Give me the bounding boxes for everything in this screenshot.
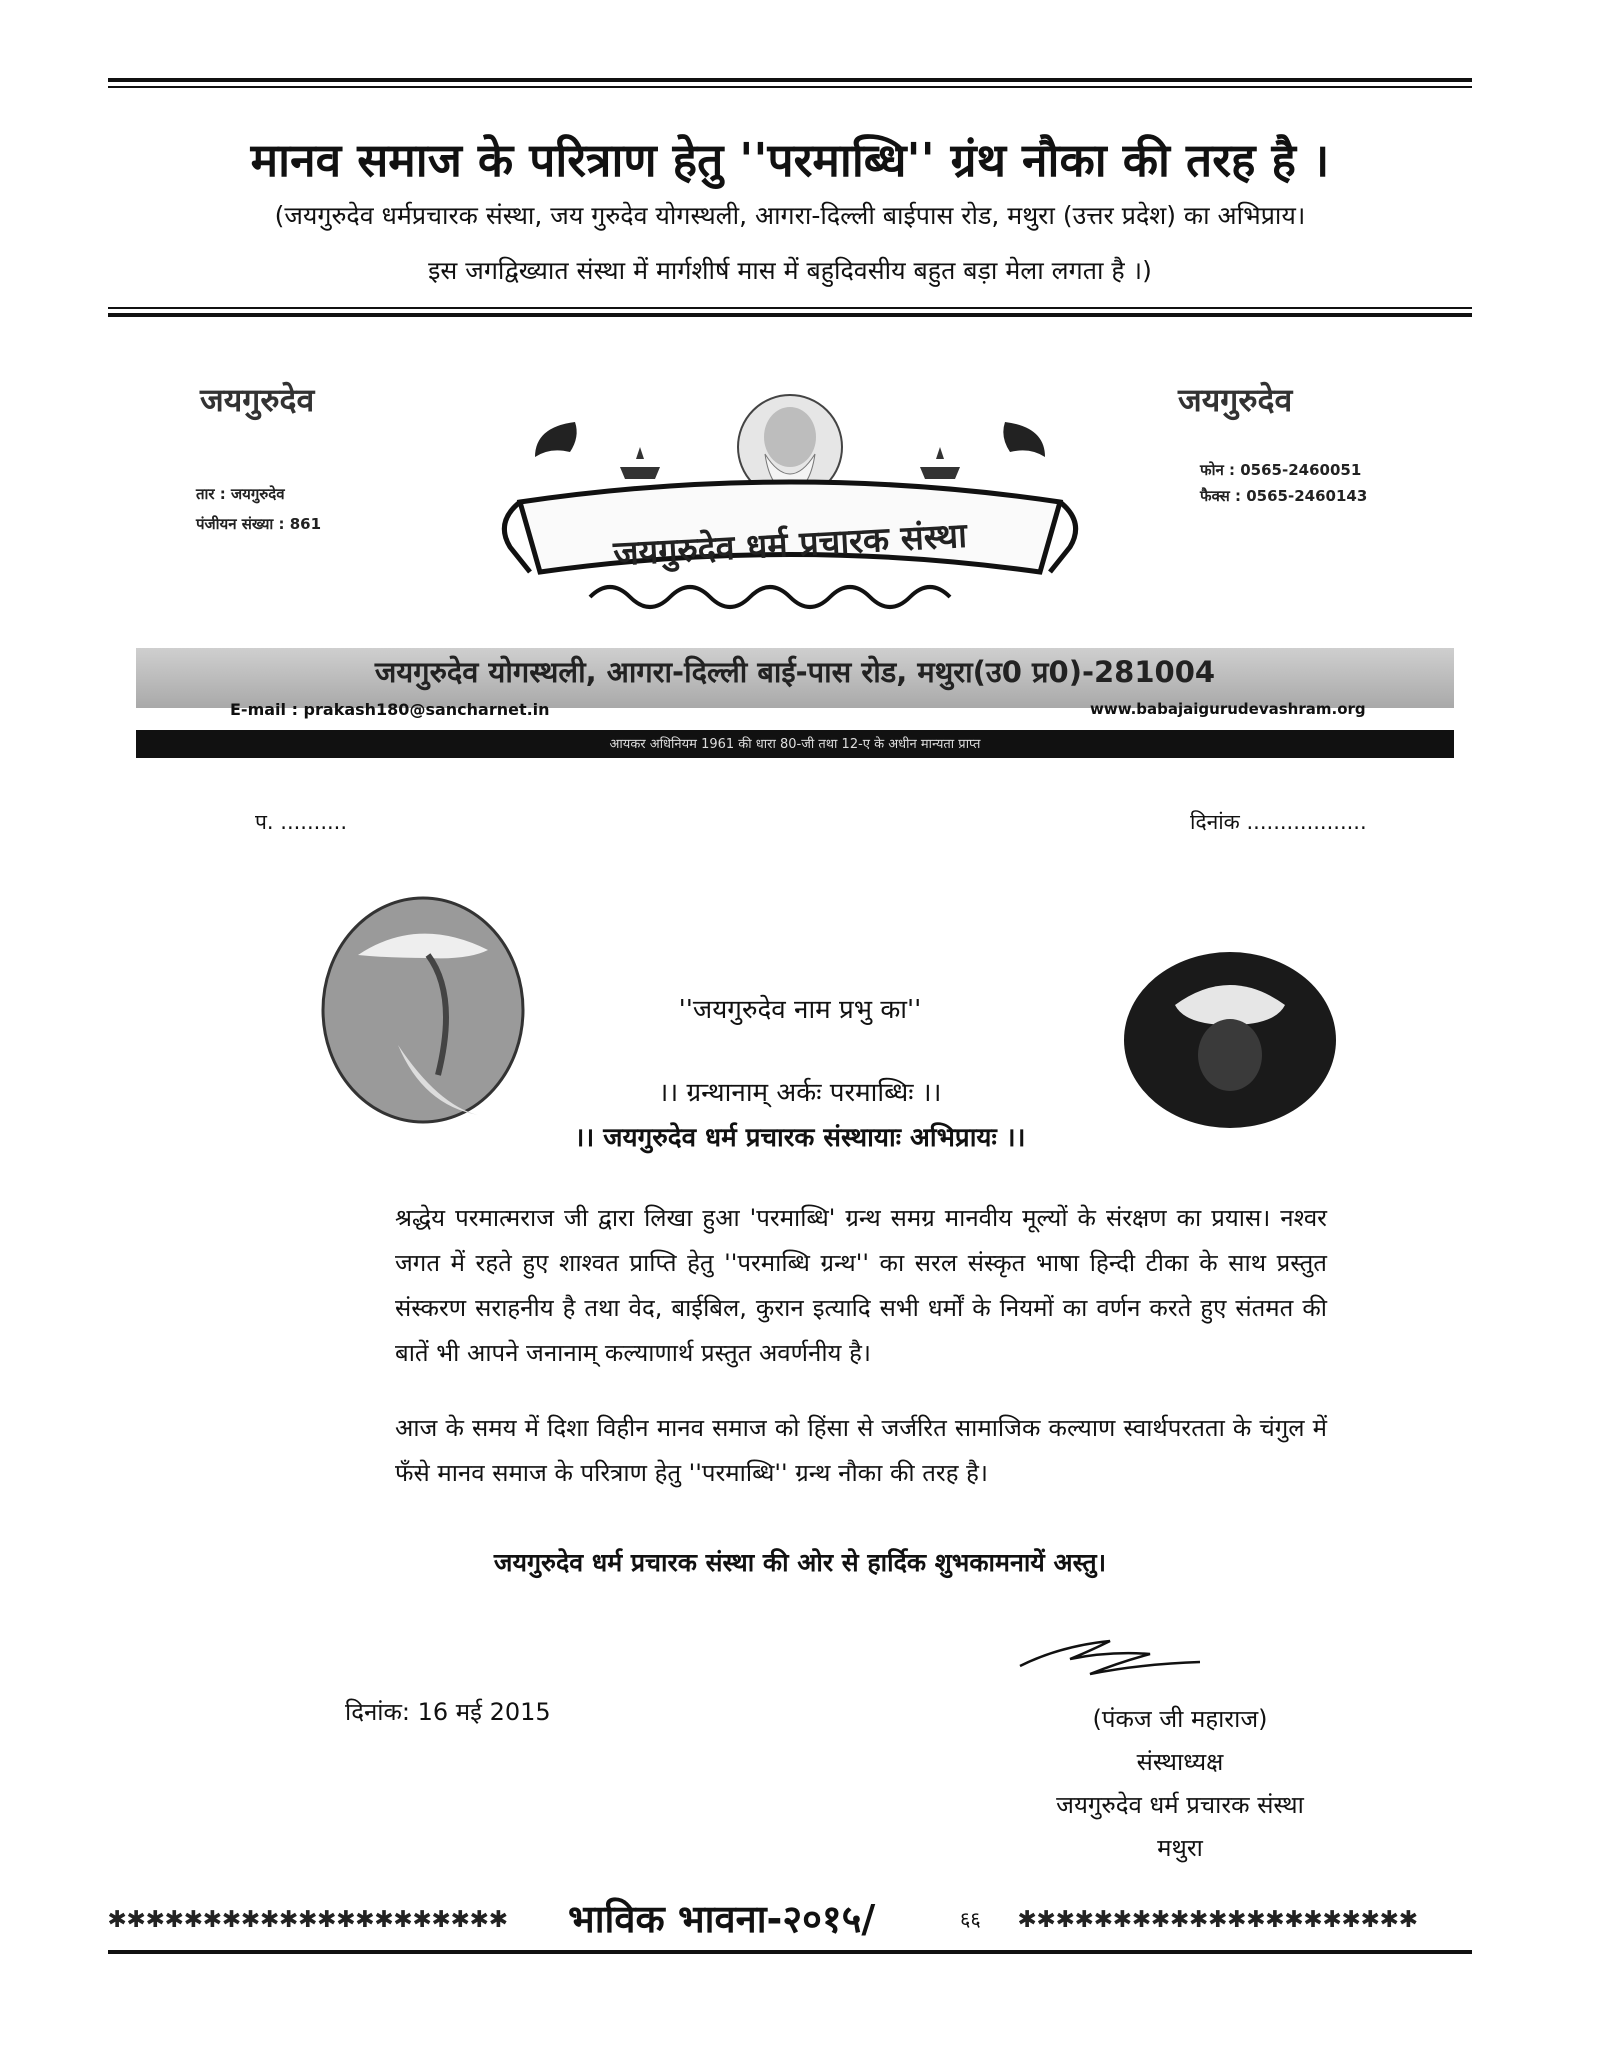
paragraph-1 <box>395 1196 1327 1376</box>
sloka-line-2: ।। जयगुरुदेव धर्म प्रचारक संस्थायाः अभिप्रायः ।। <box>574 1123 1026 1153</box>
footer-pattern-left: ✱✱✱✱✱✱✱✱✱✱✱✱✱✱✱✱✱✱✱✱✱ <box>108 1900 509 1935</box>
recognition-strip-text: आयकर अधिनियम 1961 की धारा 80-जी तथा 12-ए के अधीन मान्यता प्राप्त <box>609 737 981 752</box>
phone-number: फोन : 0565-2460051 <box>1200 461 1362 479</box>
top-rule-thick <box>108 78 1472 82</box>
telegram-label: तार : जयगुरुदेव <box>196 485 285 503</box>
sloka-line-1: ।। ग्रन्थानाम् अर्कः परमाब्धिः ।। <box>658 1078 942 1108</box>
footer-page-number: ६६ <box>960 1907 981 1931</box>
letterhead-email: E-mail : prakash180@sancharnet.in <box>230 700 550 719</box>
signatory-city: मथुरा <box>1157 1834 1203 1862</box>
right-conch-icon <box>1003 422 1045 457</box>
signatory-title: संस्थाध्यक्ष <box>1136 1748 1224 1776</box>
right-lamp-icon <box>920 447 960 479</box>
paragraph-2-text: आज के समय में दिशा विहीन मानव समाज को हिंसा से जर्जरित सामाजिक कल्याण स्वार्थपरतता के चंगुल में फँसे मानव समाज के परित्राण हेतु ''परमाब्धि'' ग्रन्थ नौका की तरह है। <box>395 1414 1327 1487</box>
header-rule-thin <box>108 307 1472 309</box>
signature-scribble <box>1010 1626 1210 1686</box>
letterhead-right-title: जयगुरुदेव <box>1178 381 1293 419</box>
footer-pattern-right: ✱✱✱✱✱✱✱✱✱✱✱✱✱✱✱✱✱✱✱✱✱ <box>1018 1900 1419 1935</box>
letterhead-address: जयगुरुदेव योगस्थली, आगरा-दिल्ली बाई-पास रोड, मथुरा(उ0 प्र0)-281004 <box>374 655 1216 689</box>
paragraph-1-text: श्रद्धेय परमात्मराज जी द्वारा लिखा हुआ 'परमाब्धि' ग्रन्थ समग्र मानवीय मूल्यों के संरक्षण का प्रयास। नश्वर जगत में रहते हुए शाश्वत प्राप्ति हेतु ''परमाब्धि ग्रन्थ'' का सरल संस्कृत भाषा हिन्दी टीका के साथ प्रस्तुत संस्करण सराहनीय है तथा वेद, बाईबिल, कुरान इत्यादि सभी धर्मों के नियमों का वर्णन करते हुए संतमत की बातें भी आपने जनानाम् कल्याणार्थ प्रस्तुत अवर्णनीय है। <box>395 1204 1327 1367</box>
swirl-ornament <box>590 587 950 607</box>
registration-number: पंजीयन संख्या : 861 <box>196 515 322 533</box>
signatory-organization: जयगुरुदेव धर्म प्रचारक संस्था <box>1056 1791 1304 1819</box>
footer-rule <box>108 1950 1472 1954</box>
footer-publication: भाविक भावना-२०१५/ <box>568 1897 876 1941</box>
page-headline: मानव समाज के परित्राण हेतु ''परमाब्धि'' ग्रंथ नौका की तरह है । <box>250 133 1330 187</box>
paragraph-2 <box>395 1406 1327 1496</box>
best-wishes-line: जयगुरुदेव धर्म प्रचारक संस्था की ओर से हार्दिक शुभकामनायें अस्तु। <box>493 1548 1107 1577</box>
subheading-line-2: इस जगद्विख्यात संस्था में मार्गशीर्ष मास में बहुदिवसीय बहुत बड़ा मेला लगता है ।) <box>428 256 1152 285</box>
left-conch-icon <box>535 422 577 457</box>
invocation-line: ''जयगुरुदेव नाम प्रभु का'' <box>678 995 922 1025</box>
letterhead-website: www.babajaigurudevashram.org <box>1090 700 1366 718</box>
letterhead-left-title: जयगुरुदेव <box>200 381 315 419</box>
subheading-line-1: (जयगुरुदेव धर्मप्रचारक संस्था, जय गुरुदेव योगस्थली, आगरा-दिल्ली बाईपास रोड, मथुरा (उत्तर प्रदेश) का अभिप्राय। <box>274 201 1306 230</box>
letterhead-date-field: दिनांक .................. <box>1190 810 1367 834</box>
reference-number: प. .......... <box>255 810 348 834</box>
fax-number: फैक्स : 0565-2460143 <box>1200 487 1368 505</box>
letter-date: दिनांक: 16 मई 2015 <box>345 1698 551 1726</box>
header-rule-thick <box>108 313 1472 317</box>
emblem-organization-name: जयगुरुदेव धर्म प्रचारक संस्था <box>612 515 968 575</box>
left-lamp-icon <box>620 447 660 479</box>
signatory-name: (पंकज जी महाराज) <box>1092 1705 1268 1733</box>
top-rule-thin <box>108 86 1472 88</box>
